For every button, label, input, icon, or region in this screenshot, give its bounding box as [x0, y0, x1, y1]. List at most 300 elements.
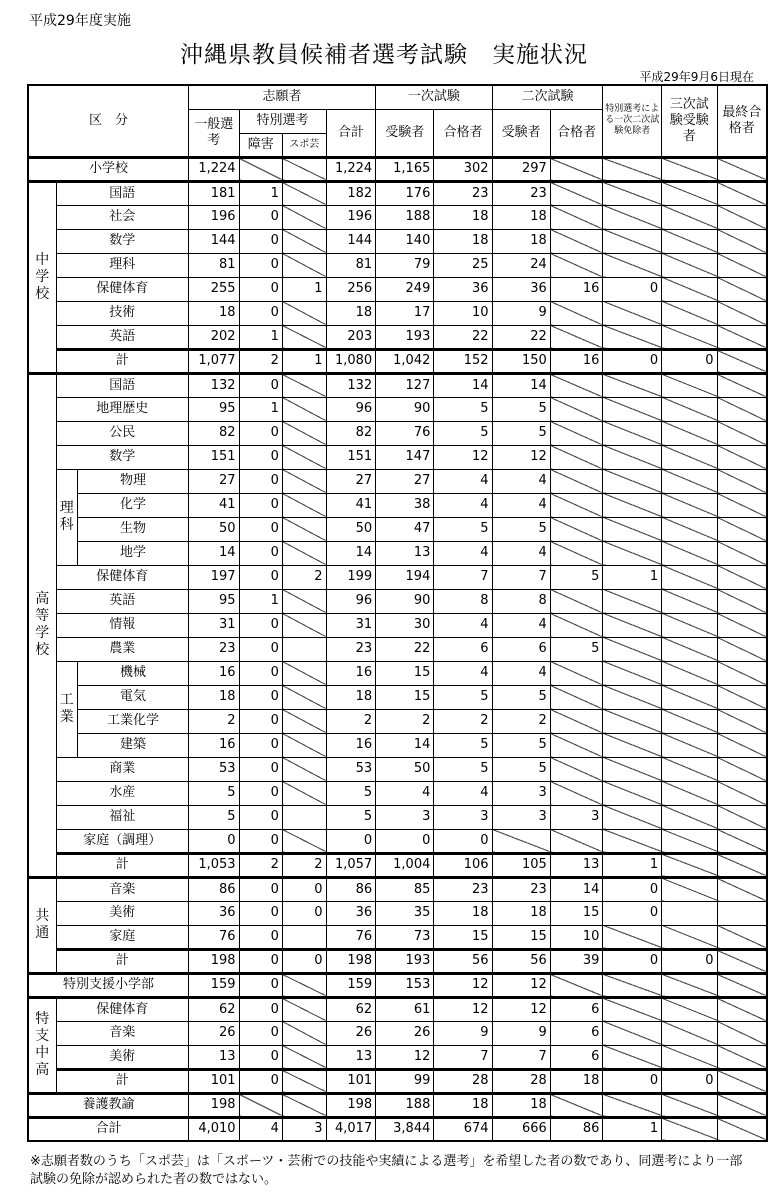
cell-h_total-1: 2	[239, 853, 282, 877]
table-row	[28, 445, 767, 469]
cell-h_kenchiku-9	[662, 733, 717, 757]
cell-h_chiri-9	[662, 397, 717, 421]
cell-h_chiri-1: 1	[239, 397, 282, 421]
cell-h_shogyo-2	[282, 757, 326, 781]
cell-h_denki-2	[282, 685, 326, 709]
cell-j_sugaku-7	[550, 229, 603, 253]
cell-h_sugaku-6: 12	[492, 445, 550, 469]
cell-s_bijutsu-7: 6	[550, 1045, 603, 1069]
header-special: 特別選考	[239, 109, 326, 133]
cell-h_total-6: 105	[492, 853, 550, 877]
cell-s_elem-7	[550, 973, 603, 997]
cell-h_katei-1: 0	[239, 829, 282, 853]
table-row	[28, 373, 767, 397]
row-label-h_kenchiku: 建築	[78, 733, 189, 757]
cell-c_bijutsu-3: 36	[326, 901, 376, 925]
cell-h_suisan-10	[717, 781, 767, 805]
cell-h_joho-4: 30	[376, 613, 434, 637]
cell-j_rika-0: 81	[188, 253, 239, 277]
cell-yogo-4: 188	[376, 1093, 434, 1117]
cell-j_eigo-8	[603, 325, 662, 349]
cell-h_eigo-0: 95	[188, 589, 239, 613]
table-row	[28, 973, 767, 997]
cell-h_chigaku-10	[717, 541, 767, 565]
cell-s_elem-2	[282, 973, 326, 997]
cell-s_total-2	[282, 1069, 326, 1093]
cell-h_komin-5: 5	[434, 421, 492, 445]
cell-c_katei-6: 15	[492, 925, 550, 949]
document-caption: 平成29年度実施	[29, 13, 131, 29]
cell-s_hoken-8	[603, 997, 662, 1021]
row-label-h_butsuri: 物理	[78, 469, 189, 493]
cell-j_hoken-2: 1	[282, 277, 326, 301]
cell-h_sugaku-5: 12	[434, 445, 492, 469]
cell-h_shogyo-3: 53	[326, 757, 376, 781]
row-label-h_chiri: 地理歴史	[56, 397, 188, 421]
cell-h_nogyo-6: 6	[492, 637, 550, 661]
cell-h_katei-10	[717, 829, 767, 853]
cell-j_gijutsu-2	[282, 301, 326, 325]
cell-s_hoken-2	[282, 997, 326, 1021]
cell-j_shakai-4: 188	[376, 205, 434, 229]
cell-h_kagaku-7	[550, 493, 603, 517]
cell-h_sugaku-1: 0	[239, 445, 282, 469]
cell-j_sugaku-1: 0	[239, 229, 282, 253]
row-label-h_komin: 公民	[56, 421, 188, 445]
cell-h_seibutsu-9	[662, 517, 717, 541]
cell-h_komin-1: 0	[239, 421, 282, 445]
cell-h_butsuri-0: 27	[188, 469, 239, 493]
row-label-j_rika: 理科	[56, 253, 188, 277]
cell-yogo-9	[662, 1093, 717, 1117]
cell-c_total-4: 193	[376, 949, 434, 973]
cell-h_suisan-9	[662, 781, 717, 805]
cell-h_kagaku-10	[717, 493, 767, 517]
header-exempt: 特別選考による一次二次試験免除者	[603, 85, 662, 157]
cell-h_kikai-3: 16	[326, 661, 376, 685]
cell-j_total-7: 16	[550, 349, 603, 373]
table-row	[28, 541, 767, 565]
cell-grand-4: 3,844	[376, 1117, 434, 1141]
cell-h_fukushi-3: 5	[326, 805, 376, 829]
row-label-s_ongaku: 音楽	[56, 1021, 188, 1045]
cell-j_rika-10	[717, 253, 767, 277]
row-label-c_ongaku: 音楽	[56, 877, 188, 901]
cell-h_joho-2	[282, 613, 326, 637]
cell-h_total-7: 13	[550, 853, 603, 877]
cell-j_gijutsu-7	[550, 301, 603, 325]
cell-j_kokugo-7	[550, 181, 603, 205]
cell-h_suisan-0: 5	[188, 781, 239, 805]
cell-s_bijutsu-10	[717, 1045, 767, 1069]
cell-h_butsuri-7	[550, 469, 603, 493]
cell-grand-1: 4	[239, 1117, 282, 1141]
cell-j_gijutsu-4: 17	[376, 301, 434, 325]
cell-h_nogyo-3: 23	[326, 637, 376, 661]
cell-s_hoken-6: 12	[492, 997, 550, 1021]
cell-h_kagaku-4: 38	[376, 493, 434, 517]
cell-h_hoken-5: 7	[434, 565, 492, 589]
cell-elem-0: 1,224	[188, 157, 239, 181]
cell-s_bijutsu-2	[282, 1045, 326, 1069]
cell-s_ongaku-5: 9	[434, 1021, 492, 1045]
cell-h_sugaku-9	[662, 445, 717, 469]
cell-h_nogyo-1: 0	[239, 637, 282, 661]
cell-h_denki-1: 0	[239, 685, 282, 709]
table-row	[28, 661, 767, 685]
cell-j_total-9: 0	[662, 349, 717, 373]
cell-c_bijutsu-7: 15	[550, 901, 603, 925]
cell-h_hoken-10	[717, 565, 767, 589]
cell-s_total-9: 0	[662, 1069, 717, 1093]
cell-h_eigo-7	[550, 589, 603, 613]
cell-s_ongaku-1: 0	[239, 1021, 282, 1045]
cell-h_katei-6	[492, 829, 550, 853]
cell-h_kogyokagaku-8	[603, 709, 662, 733]
cell-h_kikai-5: 4	[434, 661, 492, 685]
cell-h_denki-6: 5	[492, 685, 550, 709]
header-first-exam: 一次試験	[376, 85, 492, 109]
cell-h_total-8: 1	[603, 853, 662, 877]
cell-h_seibutsu-10	[717, 517, 767, 541]
row-label-j_kokugo: 国語	[56, 181, 188, 205]
cell-h_fukushi-7: 3	[550, 805, 603, 829]
cell-j_kokugo-3: 182	[326, 181, 376, 205]
cell-h_shogyo-1: 0	[239, 757, 282, 781]
cell-h_joho-10	[717, 613, 767, 637]
cell-grand-10	[717, 1117, 767, 1141]
cell-h_butsuri-5: 4	[434, 469, 492, 493]
row-label-j_gijutsu: 技術	[56, 301, 188, 325]
cell-h_chiri-2	[282, 397, 326, 421]
cell-h_denki-9	[662, 685, 717, 709]
cell-c_total-0: 198	[188, 949, 239, 973]
table-row	[28, 565, 767, 589]
cell-h_kagaku-6: 4	[492, 493, 550, 517]
cell-h_kenchiku-6: 5	[492, 733, 550, 757]
header-applicants: 志願者	[188, 85, 375, 109]
cell-s_total-0: 101	[188, 1069, 239, 1093]
cell-j_rika-1: 0	[239, 253, 282, 277]
cell-s_bijutsu-8	[603, 1045, 662, 1069]
cell-h_katei-0: 0	[188, 829, 239, 853]
row-label-c_katei: 家庭	[56, 925, 188, 949]
cell-h_kenchiku-3: 16	[326, 733, 376, 757]
cell-j_shakai-7	[550, 205, 603, 229]
cell-h_shogyo-8	[603, 757, 662, 781]
cell-c_ongaku-6: 23	[492, 877, 550, 901]
cell-j_total-3: 1,080	[326, 349, 376, 373]
cell-j_gijutsu-10	[717, 301, 767, 325]
table-body	[28, 85, 767, 1141]
cell-h_kogyokagaku-0: 2	[188, 709, 239, 733]
cell-j_eigo-1: 1	[239, 325, 282, 349]
cell-h_suisan-5: 4	[434, 781, 492, 805]
cell-h_butsuri-3: 27	[326, 469, 376, 493]
cell-h_sugaku-10	[717, 445, 767, 469]
row-label-s_elem: 特別支援小学部	[28, 973, 188, 997]
cell-h_butsuri-1: 0	[239, 469, 282, 493]
cell-yogo-0: 198	[188, 1093, 239, 1117]
cell-j_sugaku-4: 140	[376, 229, 434, 253]
cell-h_fukushi-5: 3	[434, 805, 492, 829]
cell-h_kogyokagaku-5: 2	[434, 709, 492, 733]
row-label-h_kokugo: 国語	[56, 373, 188, 397]
cell-c_katei-7: 10	[550, 925, 603, 949]
cell-s_bijutsu-0: 13	[188, 1045, 239, 1069]
cell-h_kagaku-5: 4	[434, 493, 492, 517]
cell-c_ongaku-2: 0	[282, 877, 326, 901]
cell-h_kikai-8	[603, 661, 662, 685]
cell-j_shakai-9	[662, 205, 717, 229]
row-label-grand: 合計	[28, 1117, 188, 1141]
cell-j_eigo-5: 22	[434, 325, 492, 349]
cell-h_katei-9	[662, 829, 717, 853]
cell-j_kokugo-4: 176	[376, 181, 434, 205]
cell-h_hoken-0: 197	[188, 565, 239, 589]
table-row	[28, 997, 767, 1021]
cell-c_bijutsu-8: 0	[603, 901, 662, 925]
table-row	[28, 829, 767, 853]
cell-j_hoken-7: 16	[550, 277, 603, 301]
cell-h_komin-10	[717, 421, 767, 445]
cell-grand-6: 666	[492, 1117, 550, 1141]
cell-j_shakai-2	[282, 205, 326, 229]
cell-c_katei-1: 0	[239, 925, 282, 949]
cell-h_kokugo-10	[717, 373, 767, 397]
cell-h_sugaku-8	[603, 445, 662, 469]
cell-yogo-2	[282, 1093, 326, 1117]
row-label-s_hoken: 保健体育	[56, 997, 188, 1021]
cell-s_total-5: 28	[434, 1069, 492, 1093]
group-senior_high: 高等学校	[28, 373, 56, 877]
cell-h_hoken-9	[662, 565, 717, 589]
cell-h_joho-9	[662, 613, 717, 637]
group-junior_high: 中学校	[28, 181, 56, 373]
cell-h_komin-0: 82	[188, 421, 239, 445]
cell-h_denki-4: 15	[376, 685, 434, 709]
cell-h_chiri-5: 5	[434, 397, 492, 421]
cell-h_denki-5: 5	[434, 685, 492, 709]
header-disability: 障害	[239, 133, 282, 157]
header-sports-arts: スポ芸	[282, 133, 326, 157]
cell-h_kokugo-3: 132	[326, 373, 376, 397]
cell-h_shogyo-9	[662, 757, 717, 781]
cell-s_hoken-10	[717, 997, 767, 1021]
cell-j_hoken-3: 256	[326, 277, 376, 301]
cell-h_sugaku-4: 147	[376, 445, 434, 469]
table-row	[28, 1069, 767, 1093]
cell-h_chigaku-1: 0	[239, 541, 282, 565]
cell-h_suisan-6: 3	[492, 781, 550, 805]
cell-h_kagaku-8	[603, 493, 662, 517]
cell-s_hoken-4: 61	[376, 997, 434, 1021]
cell-s_bijutsu-9	[662, 1045, 717, 1069]
cell-h_chigaku-9	[662, 541, 717, 565]
table-row	[28, 157, 767, 181]
cell-yogo-10	[717, 1093, 767, 1117]
cell-h_seibutsu-5: 5	[434, 517, 492, 541]
row-label-h_katei: 家庭（調理）	[56, 829, 188, 853]
header-second-takers: 受験者	[492, 109, 550, 157]
cell-j_rika-6: 24	[492, 253, 550, 277]
cell-c_total-5: 56	[434, 949, 492, 973]
cell-j_sugaku-3: 144	[326, 229, 376, 253]
cell-h_kagaku-2	[282, 493, 326, 517]
cell-h_nogyo-10	[717, 637, 767, 661]
cell-j_hoken-9	[662, 277, 717, 301]
cell-h_shogyo-5: 5	[434, 757, 492, 781]
cell-h_fukushi-9	[662, 805, 717, 829]
cell-h_chiri-6: 5	[492, 397, 550, 421]
cell-j_gijutsu-5: 10	[434, 301, 492, 325]
cell-grand-3: 4,017	[326, 1117, 376, 1141]
cell-s_bijutsu-1: 0	[239, 1045, 282, 1069]
cell-s_total-6: 28	[492, 1069, 550, 1093]
row-label-yogo: 養護教諭	[28, 1093, 188, 1117]
cell-elem-4: 1,165	[376, 157, 434, 181]
cell-h_kenchiku-7	[550, 733, 603, 757]
table-row	[28, 901, 767, 925]
cell-s_hoken-5: 12	[434, 997, 492, 1021]
cell-h_suisan-3: 5	[326, 781, 376, 805]
cell-yogo-5: 18	[434, 1093, 492, 1117]
cell-h_chiri-7	[550, 397, 603, 421]
cell-h_kagaku-9	[662, 493, 717, 517]
cell-h_komin-4: 76	[376, 421, 434, 445]
cell-j_hoken-10	[717, 277, 767, 301]
cell-j_shakai-10	[717, 205, 767, 229]
cell-h_fukushi-2	[282, 805, 326, 829]
cell-j_shakai-0: 196	[188, 205, 239, 229]
cell-yogo-7	[550, 1093, 603, 1117]
cell-h_kogyokagaku-1: 0	[239, 709, 282, 733]
cell-h_kagaku-1: 0	[239, 493, 282, 517]
cell-s_bijutsu-6: 7	[492, 1045, 550, 1069]
cell-s_total-4: 99	[376, 1069, 434, 1093]
cell-h_kenchiku-0: 16	[188, 733, 239, 757]
cell-h_kenchiku-4: 14	[376, 733, 434, 757]
row-label-j_shakai: 社会	[56, 205, 188, 229]
cell-c_ongaku-9	[662, 877, 717, 901]
cell-c_total-6: 56	[492, 949, 550, 973]
table-row	[28, 493, 767, 517]
cell-j_kokugo-10	[717, 181, 767, 205]
cell-c_ongaku-8: 0	[603, 877, 662, 901]
table-row	[28, 877, 767, 901]
cell-c_ongaku-0: 86	[188, 877, 239, 901]
cell-h_katei-8	[603, 829, 662, 853]
cell-j_hoken-5: 36	[434, 277, 492, 301]
cell-j_kokugo-5: 23	[434, 181, 492, 205]
cell-j_shakai-6: 18	[492, 205, 550, 229]
row-label-j_eigo: 英語	[56, 325, 188, 349]
cell-h_eigo-2	[282, 589, 326, 613]
cell-h_chiri-10	[717, 397, 767, 421]
cell-j_gijutsu-6: 9	[492, 301, 550, 325]
row-label-h_shogyo: 商業	[56, 757, 188, 781]
cell-s_ongaku-9	[662, 1021, 717, 1045]
cell-h_eigo-3: 96	[326, 589, 376, 613]
cell-j_shakai-5: 18	[434, 205, 492, 229]
cell-h_total-9	[662, 853, 717, 877]
row-label-h_kikai: 機械	[78, 661, 189, 685]
cell-h_seibutsu-2	[282, 517, 326, 541]
cell-h_eigo-10	[717, 589, 767, 613]
cell-c_bijutsu-0: 36	[188, 901, 239, 925]
cell-s_bijutsu-4: 12	[376, 1045, 434, 1069]
cell-h_hoken-7: 5	[550, 565, 603, 589]
cell-h_fukushi-4: 3	[376, 805, 434, 829]
header-second-passers: 合格者	[550, 109, 603, 157]
cell-elem-2	[282, 157, 326, 181]
cell-j_eigo-6: 22	[492, 325, 550, 349]
cell-c_katei-4: 73	[376, 925, 434, 949]
table-row	[28, 229, 767, 253]
cell-s_total-8: 0	[603, 1069, 662, 1093]
cell-j_sugaku-5: 18	[434, 229, 492, 253]
cell-c_bijutsu-2: 0	[282, 901, 326, 925]
cell-h_chigaku-2	[282, 541, 326, 565]
cell-h_kikai-4: 15	[376, 661, 434, 685]
cell-h_kikai-2	[282, 661, 326, 685]
as-of-date: 平成29年9月6日現在	[639, 70, 754, 84]
cell-s_bijutsu-5: 7	[434, 1045, 492, 1069]
cell-h_chigaku-0: 14	[188, 541, 239, 565]
cell-s_elem-6: 12	[492, 973, 550, 997]
cell-c_total-10	[717, 949, 767, 973]
cell-j_eigo-0: 202	[188, 325, 239, 349]
group-common: 共通	[28, 877, 56, 973]
cell-c_bijutsu-10	[717, 901, 767, 925]
cell-h_joho-3: 31	[326, 613, 376, 637]
table-row	[28, 421, 767, 445]
cell-c_katei-5: 15	[434, 925, 492, 949]
cell-s_hoken-9	[662, 997, 717, 1021]
cell-h_eigo-8	[603, 589, 662, 613]
row-label-j_total: 計	[56, 349, 188, 373]
cell-h_hoken-1: 0	[239, 565, 282, 589]
row-label-h_seibutsu: 生物	[78, 517, 189, 541]
cell-h_fukushi-1: 0	[239, 805, 282, 829]
cell-s_elem-0: 159	[188, 973, 239, 997]
cell-h_katei-2	[282, 829, 326, 853]
cell-s_hoken-0: 62	[188, 997, 239, 1021]
row-label-h_sugaku: 数学	[56, 445, 188, 469]
cell-j_total-1: 2	[239, 349, 282, 373]
table-row	[28, 637, 767, 661]
table-row	[28, 925, 767, 949]
table-row	[28, 949, 767, 973]
cell-h_joho-1: 0	[239, 613, 282, 637]
table-row	[28, 805, 767, 829]
cell-h_butsuri-8	[603, 469, 662, 493]
cell-h_seibutsu-6: 5	[492, 517, 550, 541]
header-first-takers: 受験者	[376, 109, 434, 157]
cell-j_total-8: 0	[603, 349, 662, 373]
cell-j_shakai-1: 0	[239, 205, 282, 229]
cell-h_kokugo-4: 127	[376, 373, 434, 397]
row-label-h_chigaku: 地学	[78, 541, 189, 565]
row-label-elem: 小学校	[28, 157, 188, 181]
cell-h_eigo-4: 90	[376, 589, 434, 613]
cell-j_total-0: 1,077	[188, 349, 239, 373]
cell-s_ongaku-4: 26	[376, 1021, 434, 1045]
subgroup-science: 理科	[56, 469, 78, 565]
cell-j_eigo-4: 193	[376, 325, 434, 349]
cell-h_kenchiku-2	[282, 733, 326, 757]
cell-h_chiri-8	[603, 397, 662, 421]
